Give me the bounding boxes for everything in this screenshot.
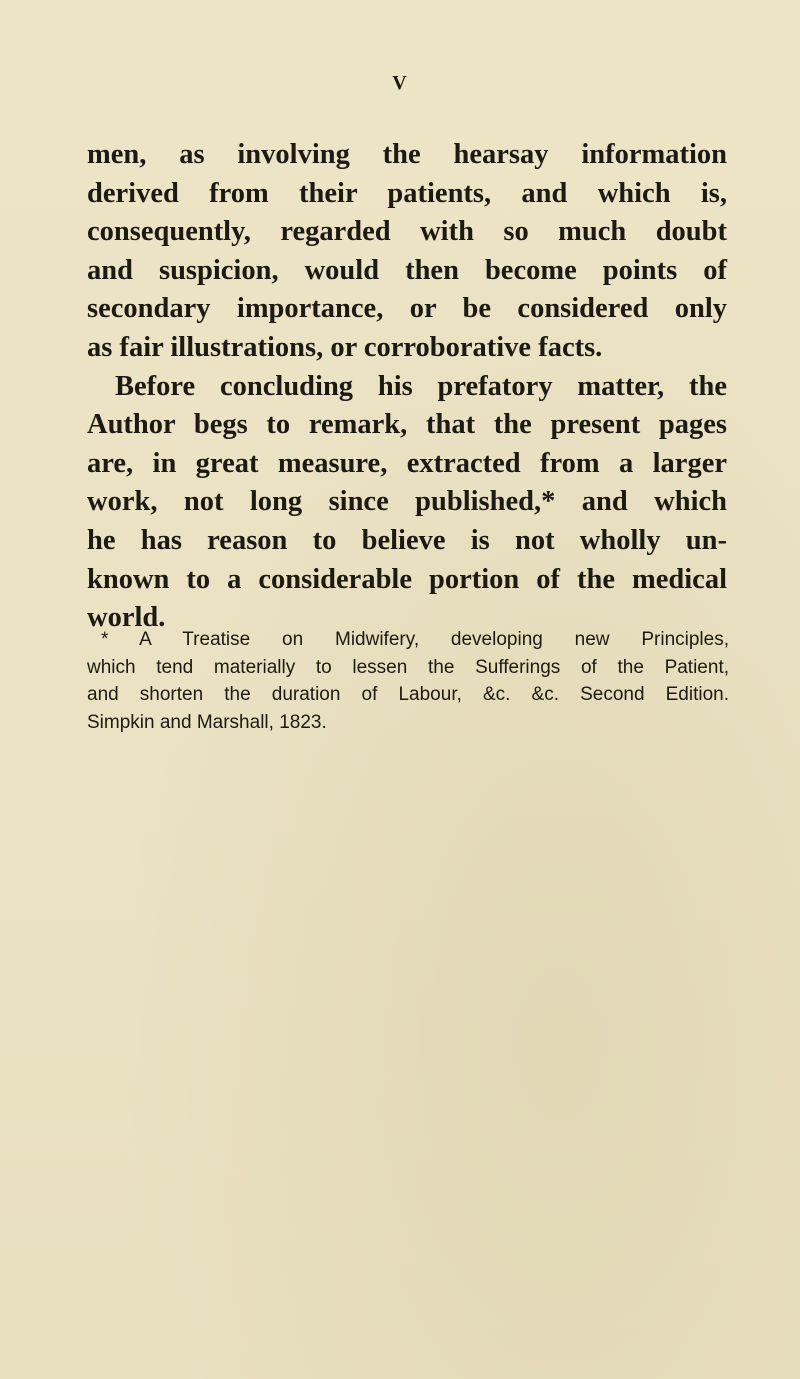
body-line: known to a considerable portion of the medical [87, 563, 727, 595]
body-line: are, in great measure, extracted from a larger [87, 447, 727, 479]
body-line: secondary importance, or be considered only [87, 293, 727, 325]
body-line: Author begs to remark, that the present pages [87, 409, 727, 441]
body-line: derived from their patients, and which is, [87, 177, 727, 209]
body-line: men, as involving the hearsay information [87, 139, 727, 170]
body-paragraph [87, 136, 727, 638]
body-line: work, not long since published,* and which [87, 486, 727, 518]
body-line: and suspicion, would then become points of [87, 254, 727, 286]
body-line: he has reason to believe is not wholly un- [87, 524, 727, 556]
body-line: as fair illustrations, or corroborative facts. [87, 331, 603, 363]
page-number: V [392, 72, 408, 94]
body-line: consequently, regarded with so much doubt [87, 216, 727, 248]
footnote [87, 626, 729, 736]
footnote-line: Simpkin and Marshall, 1823. [87, 711, 327, 733]
footnote-line: and shorten the duration of Labour, &c. &c. Second Edition. [87, 684, 729, 705]
body-line-paragraph-start: Before concluding his prefatory matter, the [115, 370, 727, 402]
footnote-line: * A Treatise on Midwifery, developing new Principles, [101, 629, 729, 650]
body-line: world. [87, 602, 166, 634]
footnote-line: which tend materially to lessen the Sufferings of the Patient, [87, 656, 729, 678]
